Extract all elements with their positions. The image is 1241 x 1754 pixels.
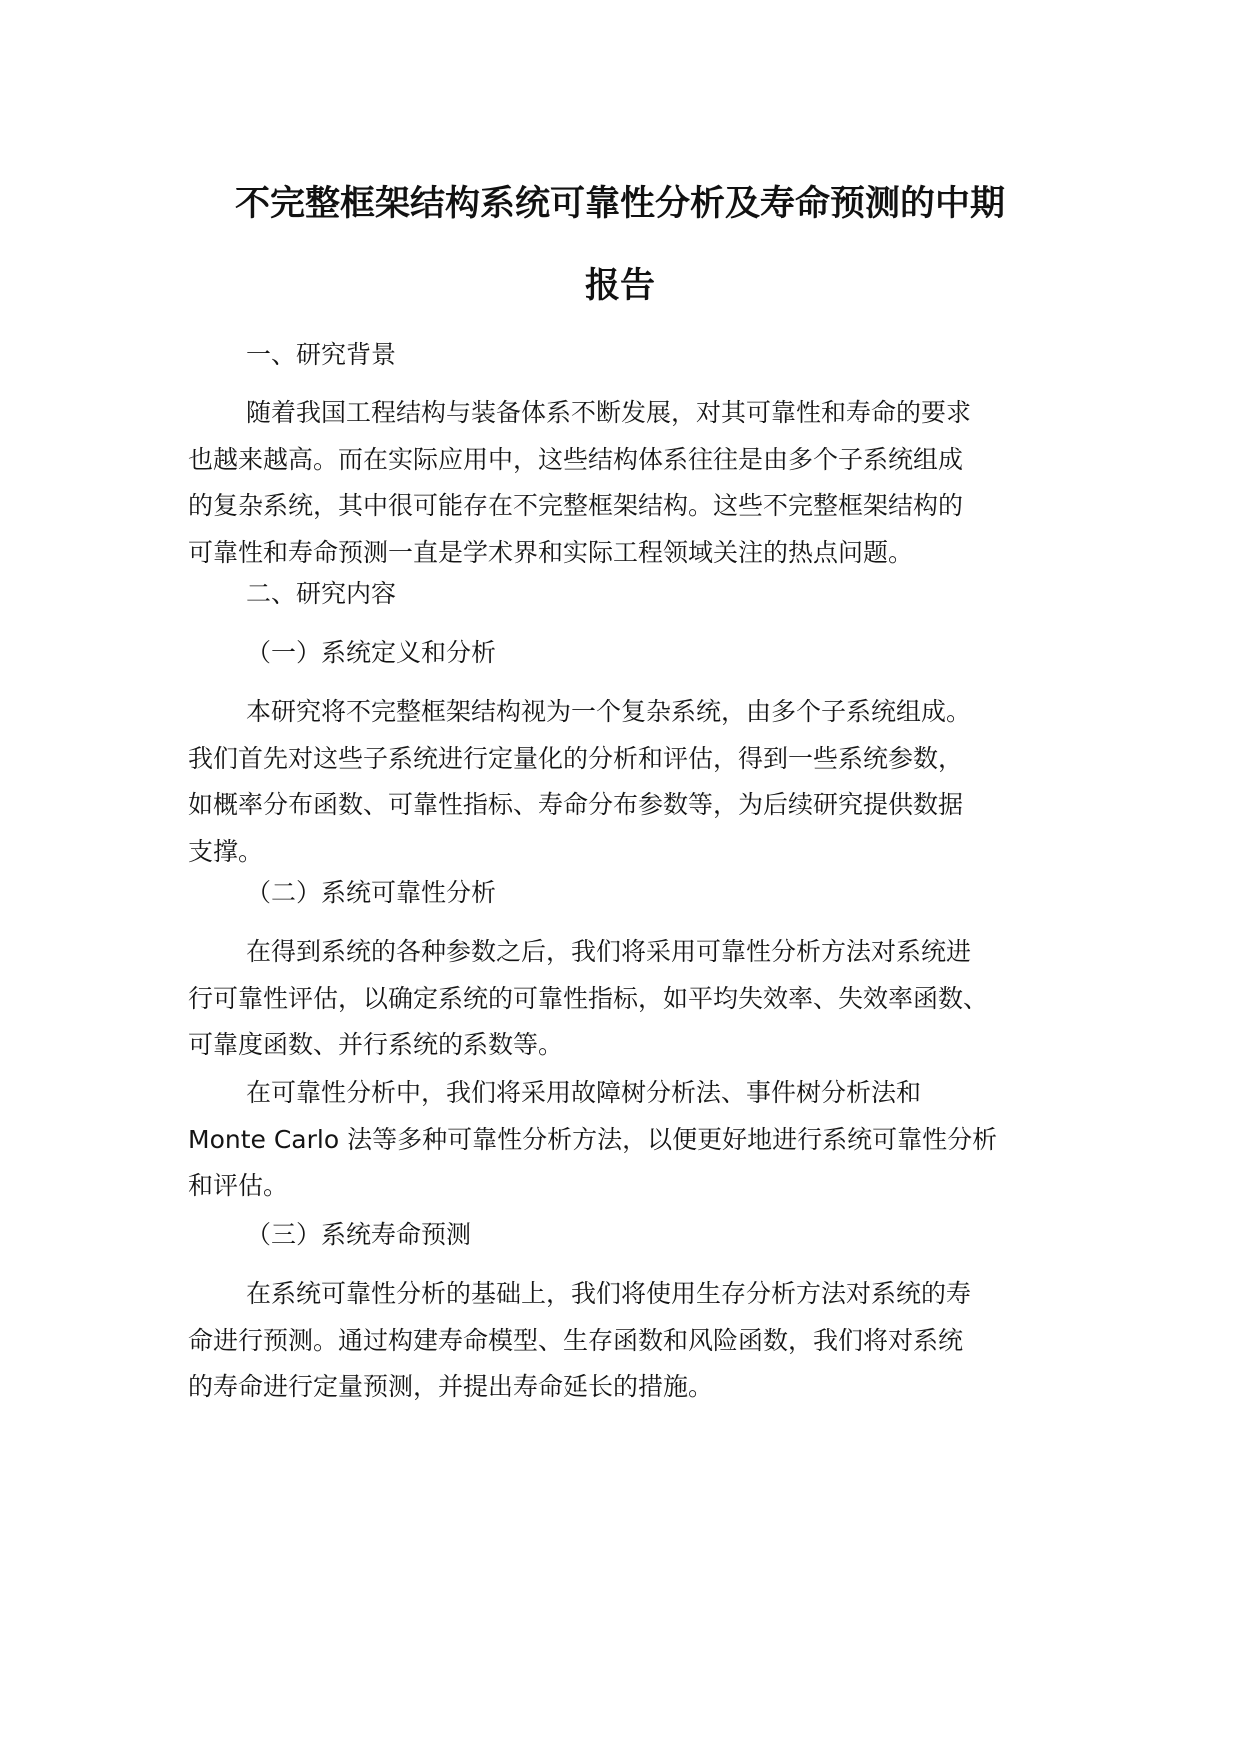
paragraph-line: 在得到系统的各种参数之后，我们将采用可靠性分析方法对系统进: [246, 937, 972, 966]
subsection-heading-definition: （一）系统定义和分析: [246, 638, 497, 667]
paragraph-line: 支撑。: [188, 836, 264, 866]
title-line-2: 报告: [584, 266, 655, 306]
paragraph-line: 的寿命进行定量预测，并提出寿命延长的措施。: [188, 1372, 714, 1401]
paragraph-definition: [188, 689, 1068, 875]
paragraph-line: 可靠性和寿命预测一直是学术界和实际工程领域关注的热点问题。: [188, 537, 914, 567]
title-line-1: 不完整框架结构系统可靠性分析及寿命预测的中期: [234, 184, 1005, 224]
paragraph-line: 在系统可靠性分析的基础上，我们将使用生存分析方法对系统的寿: [246, 1279, 972, 1308]
paragraph-line: Monte Carlo 法等多种可靠性分析方法，以便更好地进行系统可靠性分析: [188, 1124, 998, 1154]
paragraph-line: 如概率分布函数、可靠性指标、寿命分布参数等，为后续研究提供数据: [188, 790, 964, 819]
paragraph-line: 也越来越高。而在实际应用中，这些结构体系往往是由多个子系统组成: [188, 444, 964, 474]
paragraph-reliability-2: [188, 1070, 1068, 1210]
document-title: [170, 163, 1070, 327]
subsection-heading-reliability: （二）系统可靠性分析: [246, 878, 497, 907]
paragraph-line: 本研究将不完整框架结构视为一个复杂系统，由多个子系统组成。: [246, 697, 972, 726]
paragraph-line: 行可靠性评估，以确定系统的可靠性指标，如平均失效率、失效率函数、: [188, 983, 989, 1013]
paragraph-line: 命进行预测。通过构建寿命模型、生存函数和风险函数，我们将对系统: [188, 1325, 964, 1355]
paragraph-line: 的复杂系统，其中很可能存在不完整框架结构。这些不完整框架结构的: [188, 491, 964, 520]
paragraph-line: 随着我国工程结构与装备体系不断发展，对其可靠性和寿命的要求: [246, 398, 972, 427]
paragraph-line: 和评估。: [188, 1171, 289, 1200]
section-heading-background: 一、研究背景: [246, 340, 397, 369]
paragraph-background: [188, 390, 1068, 576]
paragraph-lifetime: [188, 1271, 1068, 1411]
paragraph-reliability-1: [188, 929, 1068, 1069]
subsection-heading-lifetime: （三）系统寿命预测: [246, 1220, 472, 1249]
paragraph-line: 在可靠性分析中，我们将采用故障树分析法、事件树分析法和: [246, 1078, 922, 1107]
paragraph-line: 可靠度函数、并行系统的系数等。: [188, 1030, 564, 1059]
section-heading-content: 二、研究内容: [246, 579, 397, 608]
paragraph-line: 我们首先对这些子系统进行定量化的分析和评估，得到一些系统参数，: [188, 743, 964, 773]
